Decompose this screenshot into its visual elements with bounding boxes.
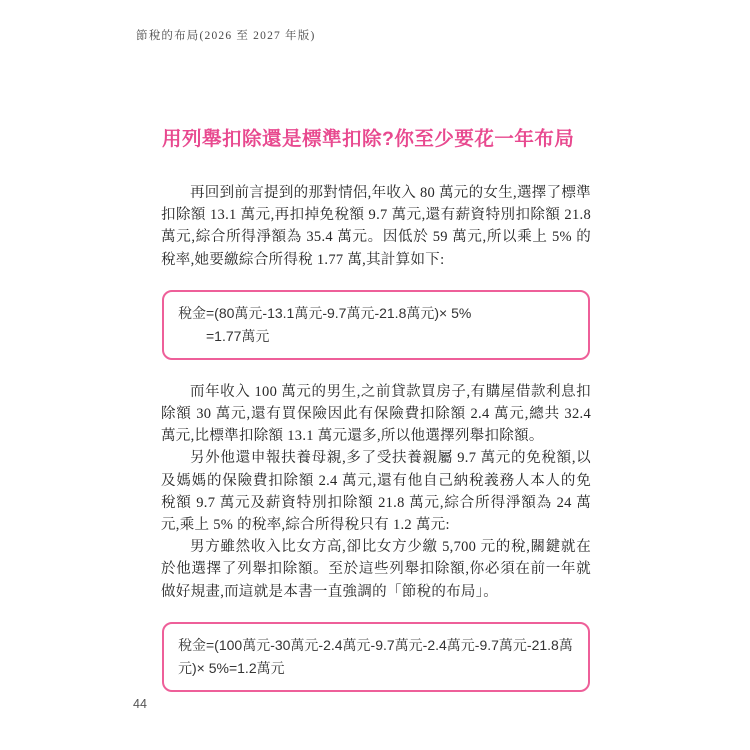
paragraph: 再回到前言提到的那對情侶,年收入 80 萬元的女生,選擇了標準扣除額 13.1 萬元,再扣掉免稅額 9.7 萬元,還有薪資特別扣除額 21.8 萬元,綜合所得淨額為 35.4 萬元。因低於 59 萬元,所以乘上 5% 的稅率,她要繳綜合所得稅 1.77 萬,其計算如下: — [161, 185, 591, 268]
formula-line: 稅金=(80萬元-13.1萬元-9.7萬元-21.8萬元)× 5% — [178, 304, 472, 321]
page-content — [161, 0, 591, 713]
running-header: 節稅的布局(2026 至 2027 年版) — [136, 30, 316, 42]
formula-line: =1.77萬元 — [206, 327, 270, 344]
paragraph: 而年收入 100 萬元的男生,之前貸款買房子,有購屋借款利息扣除額 30 萬元,還有買保險因此有保險費扣除額 2.4 萬元,總共 32.4 萬元,比標準扣除額 13.1 萬元還多,所以他選擇列舉扣除額。 — [161, 383, 591, 445]
paragraph: 另外他還申報扶養母親,多了受扶養親屬 9.7 萬元的免稅額,以及媽媽的保險費扣除額 2.4 萬元,還有他自己納稅義務人本人的免稅額 9.7 萬元及薪資特別扣除額 21.8 萬元,綜合所得淨額為 24 萬元,乘上 5% 的稅率,綜合所得稅只有 1.2 萬元: — [161, 450, 591, 534]
paragraph: 男方雖然收入比女方高,卻比女方少繳 5,700 元的稅,關鍵就在於他選擇了列舉扣除額。至於這些列舉扣除額,你必須在前一年就做好規畫,而這就是本書一直強調的「節稅的布局」。 — [161, 539, 591, 600]
formula-line: 稅金=(100萬元-30萬元-2.4萬元-9.7萬元-2.4萬元-9.7萬元-21.8萬元)× 5%=1.2萬元 — [178, 636, 573, 676]
formula-box-1 — [162, 290, 590, 360]
formula-box-2 — [162, 622, 590, 692]
section-title: 用列舉扣除還是標準扣除?你至少要花一年布局 — [162, 128, 575, 150]
page-number: 44 — [133, 697, 147, 711]
